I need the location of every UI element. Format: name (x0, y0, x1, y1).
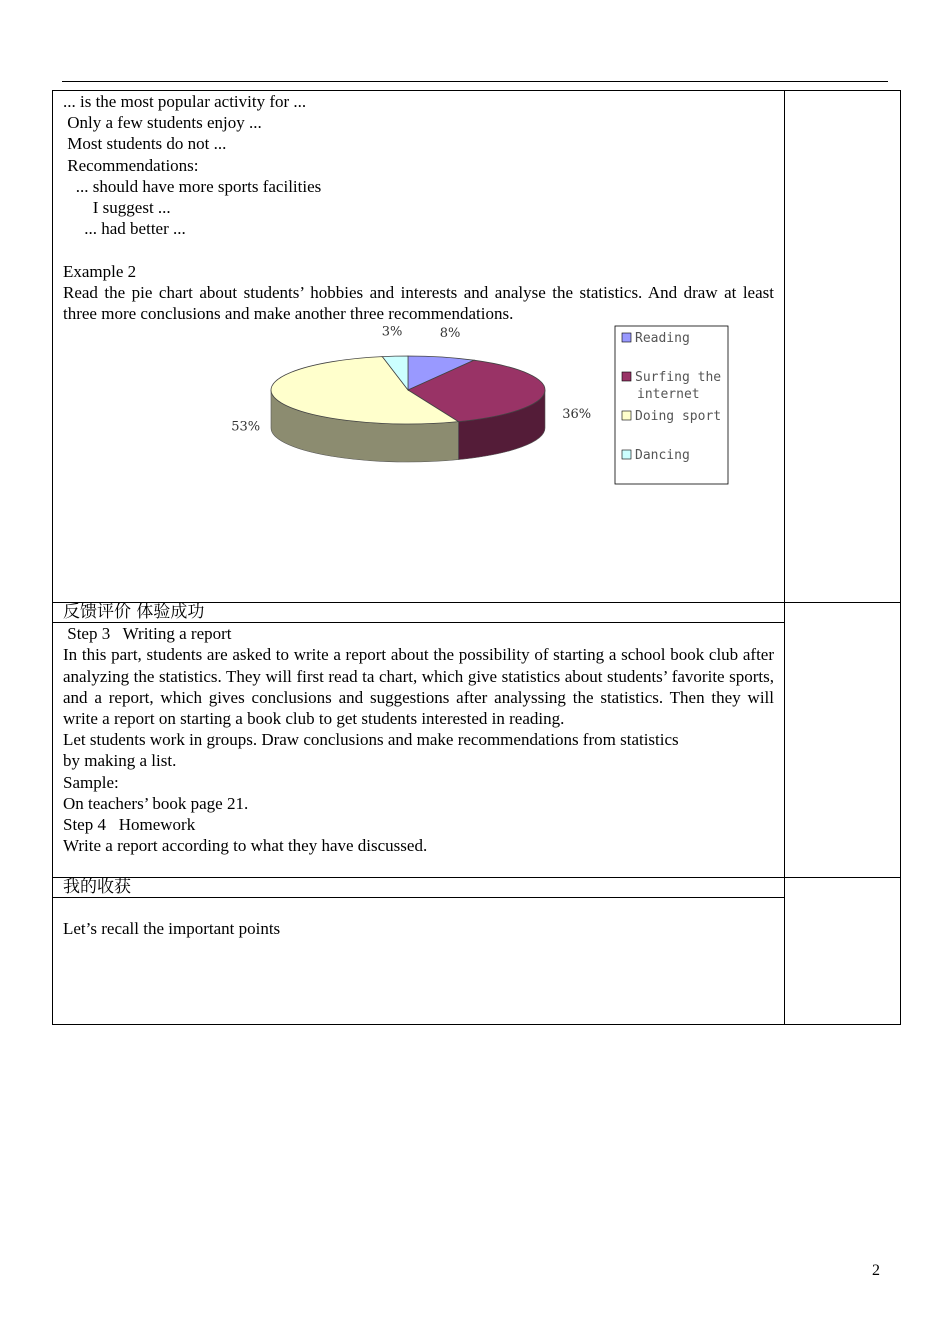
pie-chart-svg (63, 324, 774, 602)
example-title: Example 2 (63, 261, 137, 281)
step3-title: Step 3 Writing a report (63, 624, 232, 644)
legend-label-3: Dancing (635, 448, 690, 464)
pie-label-3: 3% (381, 324, 403, 340)
legend-swatch-2 (622, 411, 631, 420)
lesson-table (52, 90, 901, 1025)
step4-title: Step 4 Homework (63, 815, 196, 835)
group-work-line: Let students work in groups. Draw conclusions and make recommendations from statistics (63, 730, 679, 750)
text-line: I suggest ... (63, 198, 171, 218)
text-line: ... is the most popular activity for ... (63, 92, 307, 111)
content-cell-3 (53, 878, 785, 1025)
section-title-gains: 我的收获 (53, 878, 784, 898)
legend-swatch-3 (622, 450, 631, 459)
page-number: 2 (872, 1262, 880, 1279)
pie-chart (63, 324, 774, 602)
step3-text: In this part, students are asked to write a report about the possibility of starting a school book club after analyzing the statistics. They will first read ta chart, which give statistics about students’ favorite sports, and a report, which gives conclusions and suggestions after analyssing the statistics. Then they will write a report on starting a book club to get students interested in reading. (63, 645, 774, 729)
text-line: Recommendations: (63, 155, 199, 175)
side-cell-1 (785, 91, 901, 603)
pie-label-2: 53% (231, 419, 261, 435)
example-instructions: Read the pie chart about students’ hobbies and interests and analyse the statistics. And draw at least three more conclusions and make another three recommendations. (63, 282, 774, 324)
content-cell-2 (53, 603, 785, 878)
legend-label-1: Surfing the internet (635, 370, 722, 403)
side-cell-2 (785, 603, 901, 878)
section-title-feedback: 反馈评价 体验成功 (53, 603, 784, 623)
legend-swatch-1 (622, 372, 631, 381)
content-cell-1 (53, 91, 785, 603)
text-line: Most students do not ... (63, 134, 227, 154)
legend-label-2: Doing sport (635, 409, 722, 425)
legend-label-0: Reading (635, 331, 690, 347)
pie-label-0: 8% (439, 326, 461, 342)
side-cell-3 (785, 878, 901, 1025)
recall-text: Let’s recall the important points (63, 919, 281, 939)
legend-swatch-0 (622, 333, 631, 342)
sample-label: Sample: (63, 772, 119, 792)
text-line: ... had better ... (63, 219, 186, 239)
sample-reference: On teachers’ book page 21. (63, 793, 249, 813)
text-line: Only a few students enjoy ... (63, 113, 262, 133)
group-work-line: by making a list. (63, 751, 177, 771)
pie-label-1: 36% (562, 407, 592, 423)
header-rule (62, 81, 888, 82)
step4-text: Write a report according to what they have discussed. (63, 836, 428, 856)
text-line: ... should have more sports facilities (63, 176, 322, 196)
